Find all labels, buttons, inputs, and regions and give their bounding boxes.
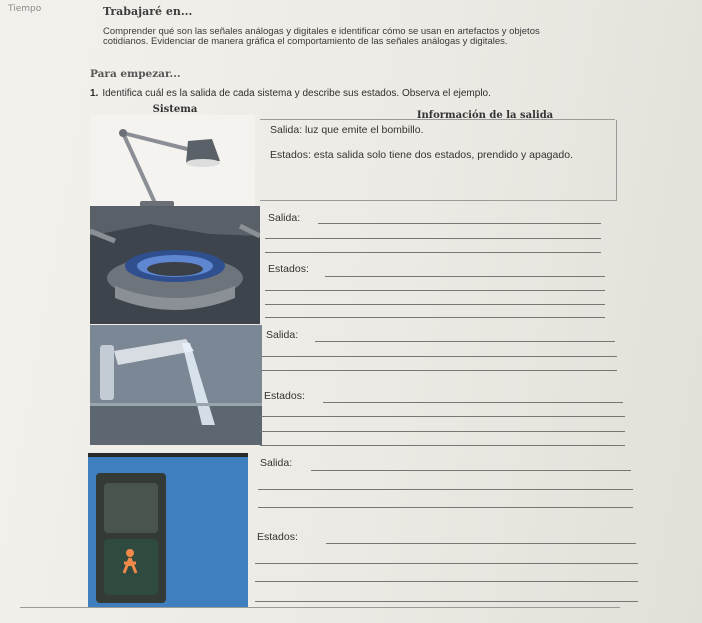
answer-line[interactable] [318, 223, 601, 224]
pedestrian-traffic-light-icon [88, 453, 248, 608]
table-bottom-rule [20, 607, 620, 608]
traffic-output-label: Salida: [260, 457, 293, 469]
answer-line[interactable] [262, 356, 617, 357]
lamp-image [90, 115, 255, 212]
question-1 [90, 88, 491, 99]
objective-text: Comprender qué son las señales análogas y digitales e identificar cómo se usan en artefactos y objetos cotidianos. Evidenciar de manera gráfica el comportamiento de las señales análogas y digitales. [103, 26, 540, 47]
traffic-light-image [88, 453, 248, 608]
traffic-states-label: Estados: [257, 531, 298, 543]
answer-line[interactable] [260, 445, 625, 446]
faucet-states-label: Estados: [264, 390, 305, 402]
table-right-border [616, 120, 617, 200]
answer-line[interactable] [325, 276, 605, 277]
water-faucet-icon [90, 325, 262, 445]
answer-line[interactable] [258, 489, 633, 490]
answer-line[interactable] [262, 370, 617, 371]
corner-note: Tiempo [8, 4, 42, 14]
answer-line[interactable] [260, 431, 625, 432]
faucet-image [90, 325, 262, 445]
subheading: Para empezar... [90, 68, 181, 80]
header-output: Información de la salida [416, 110, 554, 121]
answer-line[interactable] [255, 563, 638, 564]
question-text: Identifica cuál es la salida de cada sistema y describe sus estados. Observa el ejemplo. [102, 88, 491, 99]
answer-line[interactable] [265, 317, 605, 318]
answer-line[interactable] [258, 507, 633, 508]
answer-line[interactable] [260, 416, 625, 417]
section-heading: Trabajaré en... [103, 5, 193, 18]
example-output: Salida: luz que emite el bombillo. [270, 124, 424, 136]
burner-output-label: Salida: [268, 212, 301, 224]
burner-image [90, 206, 260, 324]
row-rule [260, 200, 617, 201]
desk-lamp-icon [90, 115, 255, 212]
example-states: Estados: esta salida solo tiene dos estados, prendido y apagado. [270, 149, 573, 161]
answer-line[interactable] [255, 601, 638, 602]
burner-states-label: Estados: [268, 263, 309, 275]
answer-line[interactable] [315, 341, 615, 342]
gas-burner-icon [90, 206, 260, 324]
question-number: 1. [90, 88, 99, 99]
answer-line[interactable] [265, 304, 605, 305]
answer-line[interactable] [265, 238, 601, 239]
answer-line[interactable] [323, 402, 623, 403]
answer-line[interactable] [265, 290, 605, 291]
answer-line[interactable] [265, 252, 601, 253]
header-system: Sistema [152, 104, 198, 115]
answer-line[interactable] [255, 581, 638, 582]
answer-line[interactable] [311, 470, 631, 471]
faucet-output-label: Salida: [266, 329, 299, 341]
header-rule [260, 119, 615, 120]
answer-line[interactable] [326, 543, 636, 544]
